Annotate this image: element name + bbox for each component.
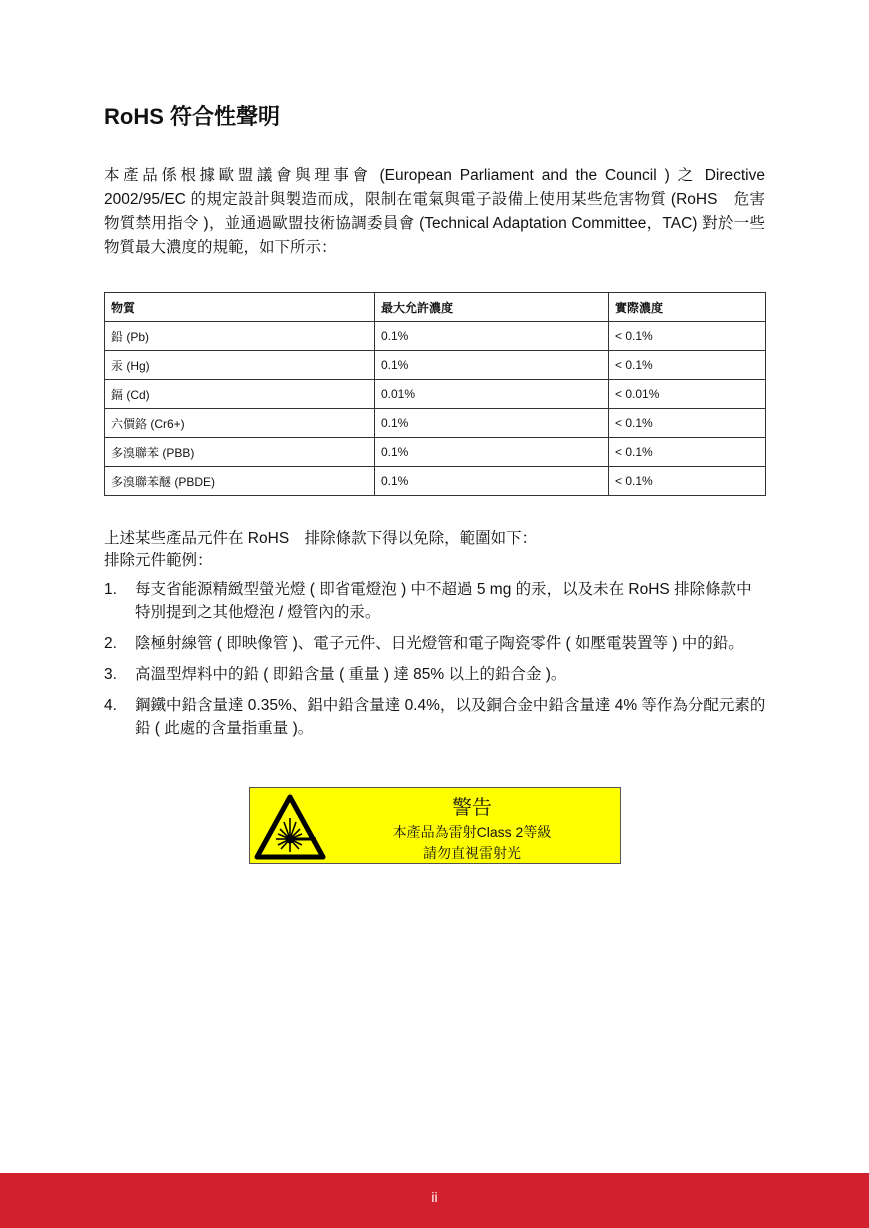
cell-actual: < 0.1% <box>609 467 766 496</box>
table-row <box>105 351 766 380</box>
list-item <box>104 694 766 740</box>
cell-actual: < 0.01% <box>609 380 766 409</box>
list-item-number: 1. <box>104 581 117 598</box>
list-item <box>104 578 766 624</box>
header-substance: 物質 <box>105 293 375 322</box>
exemptions-examples-label: 排除元件範例： <box>104 552 213 569</box>
cell-substance: 多溴聯苯 (PBB) <box>105 438 375 467</box>
header-max-concentration: 最大允許濃度 <box>375 293 609 322</box>
exemptions-section <box>104 528 766 748</box>
cell-substance: 六價鉻 (Cr6+) <box>105 409 375 438</box>
list-item-text: 高溫型焊料中的鉛 ( 即鉛含量 ( 重量 ) 達 85% 以上的鉛合金 )。 <box>135 666 567 683</box>
list-item <box>104 663 766 686</box>
warning-heading: 警告 <box>452 797 492 819</box>
cell-substance: 多溴聯苯醚 (PBDE) <box>105 467 375 496</box>
list-item-number: 2. <box>104 635 117 652</box>
table-row <box>105 380 766 409</box>
cell-substance: 汞 (Hg) <box>105 351 375 380</box>
cell-max: 0.1% <box>375 438 609 467</box>
list-item-number: 3. <box>104 666 117 683</box>
laser-warning-icon <box>254 794 326 860</box>
cell-actual: < 0.1% <box>609 322 766 351</box>
page-title: RoHS 符合性聲明 <box>104 104 281 129</box>
exemptions-list <box>104 578 766 740</box>
cell-actual: < 0.1% <box>609 438 766 467</box>
cell-substance: 鎘 (Cd) <box>105 380 375 409</box>
warning-line-caution: 請勿直視雷射光 <box>423 845 521 861</box>
cell-substance: 鉛 (Pb) <box>105 322 375 351</box>
list-item-text: 鋼鐵中鉛含量達 0.35%、鋁中鉛含量達 0.4%，以及銅合金中鉛含量達 4% 等作為分配元素的鉛 ( 此處的含量指重量 )。 <box>135 697 766 737</box>
cell-max: 0.1% <box>375 467 609 496</box>
cell-max: 0.1% <box>375 322 609 351</box>
table-row <box>105 409 766 438</box>
list-item-text: 每支省能源精緻型螢光燈 ( 即省電燈泡 ) 中不超過 5 mg 的汞，以及未在 RoHS 排除條款中特別提到之其他燈泡 / 燈管內的汞。 <box>135 581 752 621</box>
page-number: ii <box>431 1189 438 1205</box>
cell-max: 0.1% <box>375 351 609 380</box>
cell-actual: < 0.1% <box>609 351 766 380</box>
cell-actual: < 0.1% <box>609 409 766 438</box>
exemptions-intro: 上述某些產品元件在 RoHS 排除條款下得以免除，範圍如下： <box>104 530 538 547</box>
table-row <box>105 467 766 496</box>
warning-line-class: 本產品為雷射Class 2等級 <box>392 824 552 840</box>
table-row <box>105 438 766 467</box>
cell-max: 0.1% <box>375 409 609 438</box>
rohs-substance-table <box>104 292 766 496</box>
page-footer <box>0 1173 869 1228</box>
cell-max: 0.01% <box>375 380 609 409</box>
list-item <box>104 632 766 655</box>
table-row <box>105 322 766 351</box>
intro-paragraph: 本產品係根據歐盟議會與理事會 (European Parliament and the Council ) 之 Directive 2002/95/EC 的規定設計與製造而成，限制在電氣與電子設備上使用某些危害物質 (RoHS 危害物質禁用指令 )，並通過歐盟技術協調委員會 (Technical Adaptation Committee，TAC) 對於一些物質最大濃度的規範，如下所示： <box>104 167 765 256</box>
header-actual-concentration: 實際濃度 <box>609 293 766 322</box>
list-item-number: 4. <box>104 697 117 714</box>
laser-warning-label <box>249 787 621 864</box>
table-header-row <box>105 293 766 322</box>
list-item-text: 陰極射線管 ( 即映像管 )、電子元件、日光燈管和電子陶瓷零件 ( 如壓電裝置等 ) 中的鉛。 <box>135 635 744 652</box>
